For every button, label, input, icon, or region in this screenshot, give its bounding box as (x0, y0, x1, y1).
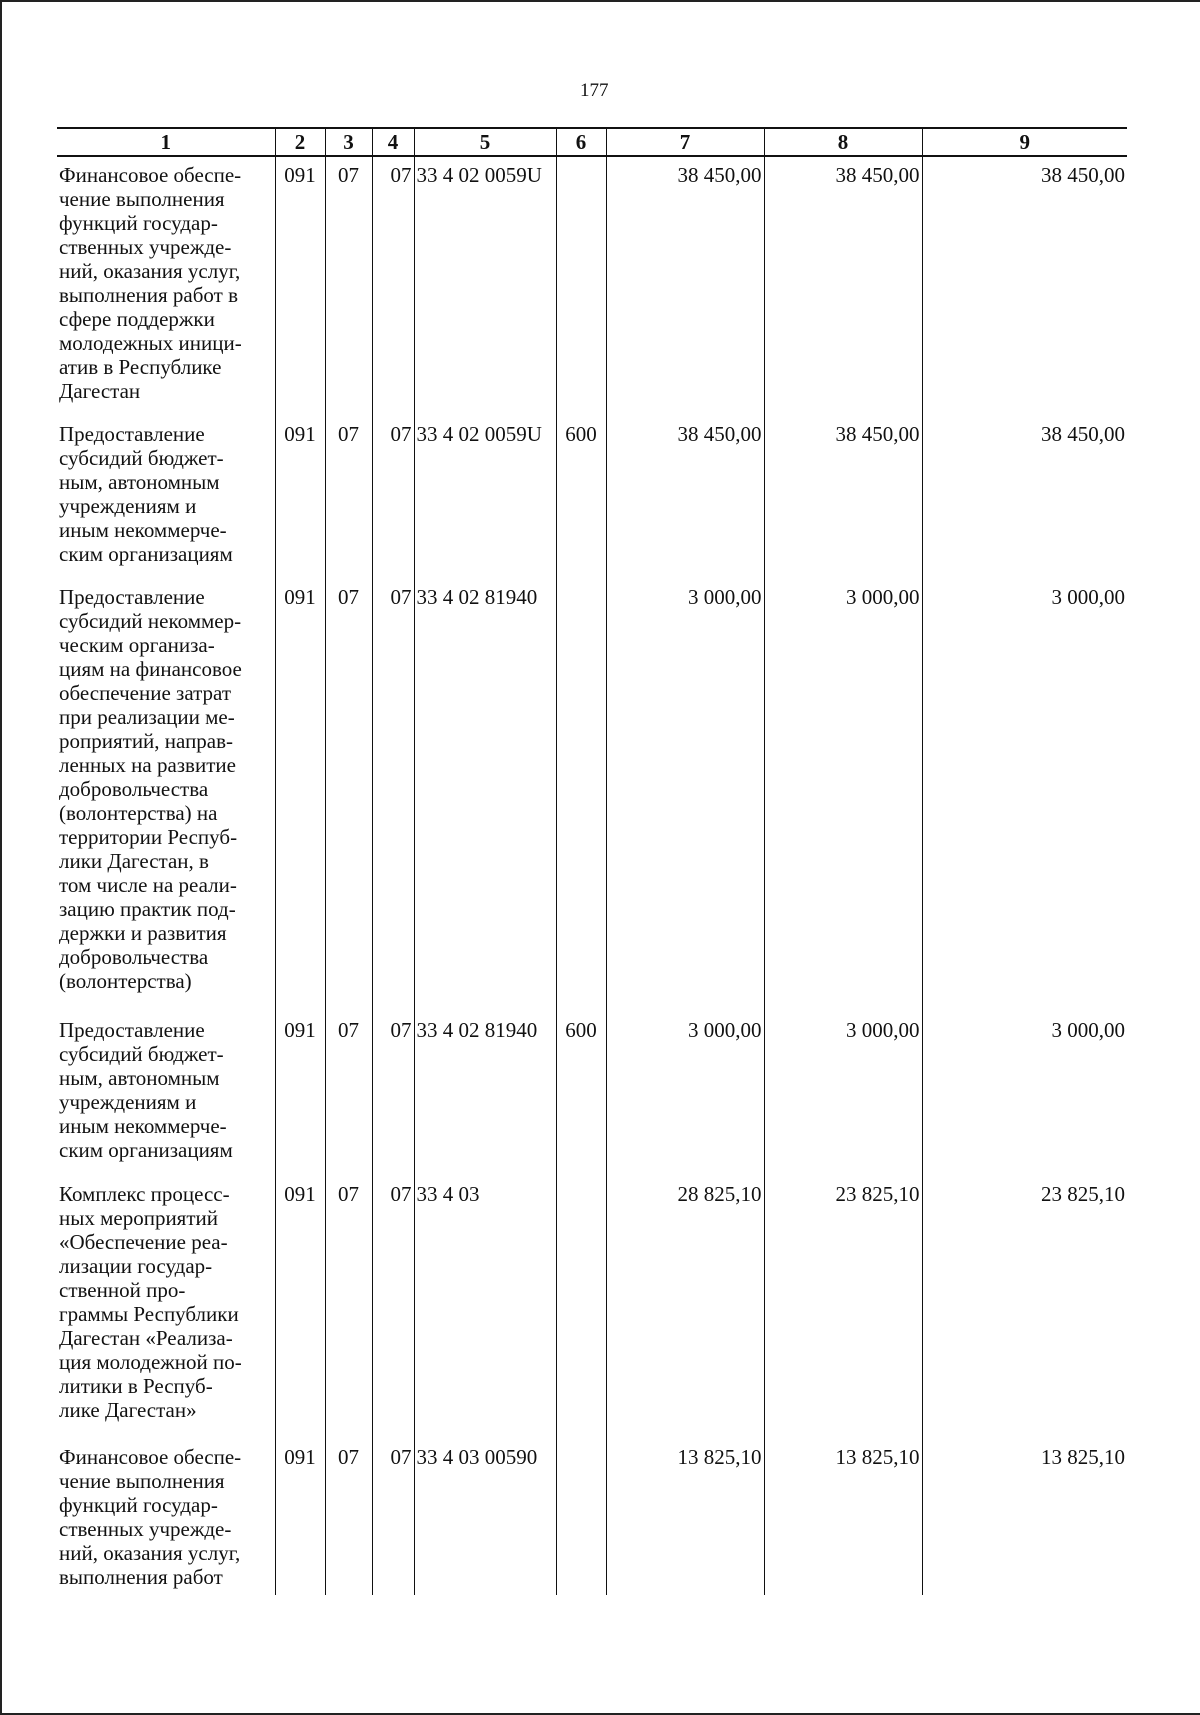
amount-cell-9: 3 000,00 (922, 1012, 1127, 1176)
row-description-text: Финансовое обеспе- чение выполнения функций государ- ственных учрежде- ний, оказания услуг, выполнения работ (59, 1445, 242, 1589)
table-row (57, 579, 1127, 1012)
row-description (57, 156, 275, 416)
target-article-cell: 33 4 02 81940 (414, 1012, 556, 1176)
target-article-cell: 33 4 02 0059U (414, 416, 556, 579)
column-header-3: 3 (325, 128, 372, 156)
admin-code-cell: 091 (275, 156, 325, 416)
section-cell: 07 (325, 1439, 372, 1595)
subsection-cell: 07 (372, 1176, 414, 1439)
amount-cell-8: 3 000,00 (764, 579, 922, 1012)
admin-code-cell: 091 (275, 1439, 325, 1595)
amount-cell-8: 38 450,00 (764, 156, 922, 416)
subsection-cell: 07 (372, 579, 414, 1012)
section-cell: 07 (325, 1176, 372, 1439)
table-row (57, 1176, 1127, 1439)
column-header-8: 8 (764, 128, 922, 156)
column-header-2: 2 (275, 128, 325, 156)
amount-cell-7: 38 450,00 (606, 156, 764, 416)
row-description-text: Финансовое обеспе- чение выполнения функций государ- ственных учрежде- ний, оказания услуг, выполнения работ в сфере поддержки молодежных иници- атив в Республике Дагестан (59, 163, 242, 403)
row-description-text: Предоставление субсидий бюджет- ным, автономным учреждениям и иным некоммерче- ским организациям (59, 1018, 233, 1162)
amount-cell-7: 28 825,10 (606, 1176, 764, 1439)
expense-type-cell: 600 (556, 416, 606, 579)
row-description (57, 1439, 275, 1595)
subsection-cell: 07 (372, 1012, 414, 1176)
budget-table (57, 127, 1127, 1595)
page-number: 177 (580, 80, 609, 101)
amount-cell-8: 13 825,10 (764, 1439, 922, 1595)
column-header-1: 1 (57, 128, 275, 156)
row-description-text: Комплекс процесс- ных мероприятий «Обеспечение реа- лизации государ- ственной про- граммы Республики Дагестан «Реализа- ция молодежной по- литики в Респуб- лике Дагестан» (59, 1182, 242, 1422)
column-header-6: 6 (556, 128, 606, 156)
subsection-cell: 07 (372, 1439, 414, 1595)
row-description (57, 1012, 275, 1176)
table-row (57, 1012, 1127, 1176)
amount-cell-8: 23 825,10 (764, 1176, 922, 1439)
admin-code-cell: 091 (275, 1012, 325, 1176)
amount-cell-8: 3 000,00 (764, 1012, 922, 1176)
table-row (57, 156, 1127, 416)
column-header-5: 5 (414, 128, 556, 156)
subsection-cell: 07 (372, 416, 414, 579)
amount-cell-9: 13 825,10 (922, 1439, 1127, 1595)
target-article-cell: 33 4 03 (414, 1176, 556, 1439)
admin-code-cell: 091 (275, 579, 325, 1012)
expense-type-cell (556, 156, 606, 416)
row-description-text: Предоставление субсидий некоммер- ческим организа- циям на финансовое обеспечение затрат при реализации ме- роприятий, направ- ленных на развитие добровольчества (волонтерства) на территории Респуб- лики Дагестан, в том числе на реали- зацию практик под- держки и развития добровольчества (волонтерства) (59, 585, 242, 993)
amount-cell-7: 13 825,10 (606, 1439, 764, 1595)
column-header-7: 7 (606, 128, 764, 156)
admin-code-cell: 091 (275, 1176, 325, 1439)
target-article-cell: 33 4 02 0059U (414, 156, 556, 416)
subsection-cell: 07 (372, 156, 414, 416)
table-row (57, 1439, 1127, 1595)
amount-cell-8: 38 450,00 (764, 416, 922, 579)
section-cell: 07 (325, 416, 372, 579)
page-border-left (0, 0, 2, 1715)
amount-cell-9: 3 000,00 (922, 579, 1127, 1012)
page-border-top (0, 0, 1200, 2)
table-row (57, 416, 1127, 579)
section-cell: 07 (325, 156, 372, 416)
amount-cell-7: 3 000,00 (606, 579, 764, 1012)
expense-type-cell (556, 1439, 606, 1595)
admin-code-cell: 091 (275, 416, 325, 579)
amount-cell-9: 23 825,10 (922, 1176, 1127, 1439)
expense-type-cell (556, 1176, 606, 1439)
target-article-cell: 33 4 02 81940 (414, 579, 556, 1012)
amount-cell-7: 3 000,00 (606, 1012, 764, 1176)
row-description-text: Предоставление субсидий бюджет- ным, автономным учреждениям и иным некоммерче- ским организациям (59, 422, 233, 566)
column-header-4: 4 (372, 128, 414, 156)
column-header-9: 9 (922, 128, 1127, 156)
expense-type-cell: 600 (556, 1012, 606, 1176)
target-article-cell: 33 4 03 00590 (414, 1439, 556, 1595)
row-description (57, 416, 275, 579)
row-description (57, 1176, 275, 1439)
section-cell: 07 (325, 1012, 372, 1176)
expense-type-cell (556, 579, 606, 1012)
row-description (57, 579, 275, 1012)
header-row (57, 128, 1127, 156)
amount-cell-9: 38 450,00 (922, 416, 1127, 579)
amount-cell-9: 38 450,00 (922, 156, 1127, 416)
amount-cell-7: 38 450,00 (606, 416, 764, 579)
section-cell: 07 (325, 579, 372, 1012)
